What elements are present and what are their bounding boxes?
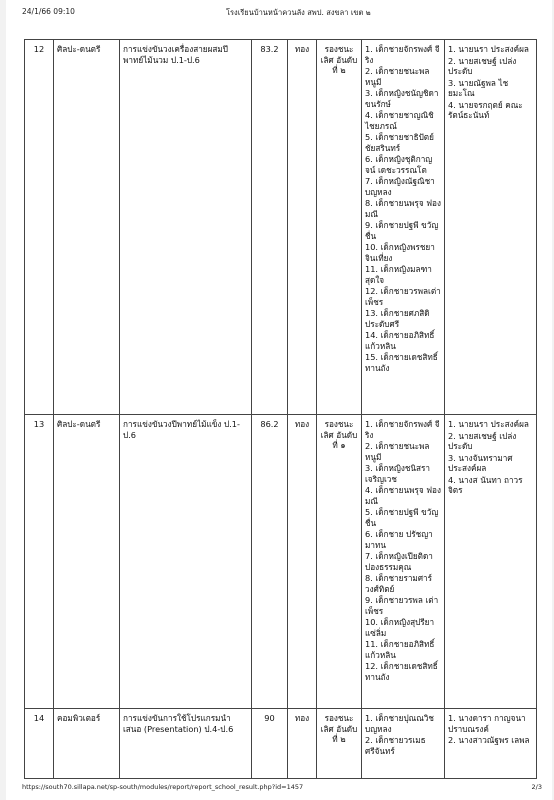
- student-name: 12. เด็กชายเดชสิทธิ์ ทานถัง: [365, 661, 438, 682]
- student-name: 11. เด็กหญิงมลฑาสุดใจ: [365, 264, 432, 285]
- teacher-name: 2. นายสเชษฐ์ เปล่งประดับ: [448, 55, 517, 76]
- student-list: [365, 419, 441, 682]
- student-name: 10. เด็กหญิงสุปรียา แซ่ลิ่ม: [365, 617, 435, 638]
- student-name: 3. เด็กหญิงชนิสรา เจริญเวช: [365, 463, 431, 484]
- student-name: 7. เด็กหญิงณัฐณิชา บญหลง: [365, 176, 435, 197]
- rank: รองชนะเลิศ อันดับที่ ๒: [317, 40, 362, 415]
- table-row: [25, 415, 537, 709]
- row-number: 14: [25, 709, 54, 779]
- page-url[interactable]: https://south70.sillapa.net/sp-south/modules/report/report_school_result.php?id=1457: [22, 783, 304, 791]
- activity-name: การแข่งขันการใช้โปรแกรมนำเสนอ (Presentation) ป.4-ป.6: [120, 709, 252, 779]
- rank: รองชนะเลิศ อันดับที่ ๒: [317, 709, 362, 779]
- student-name: 9. เด็กชายปฐพี ขวัญชื่น: [365, 220, 439, 241]
- student-name: 4. เด็กชายนพรุจ ฟองมณี: [365, 485, 441, 506]
- medal: ทอง: [288, 415, 317, 709]
- teacher-list: [448, 713, 533, 746]
- student-name: 6. เด็กหญิงชุติกาญจน์ เดชะวรรณโต: [365, 154, 433, 175]
- teacher-list: [448, 44, 533, 121]
- medal: ทอง: [288, 40, 317, 415]
- activity-name: การแข่งขันวงปีพาทย์ไม้แข็ง ป.1-ป.6: [120, 415, 252, 709]
- score: 83.2: [252, 40, 288, 415]
- student-name: 2. เด็กชายวรเมธ ศรีจันทร์: [365, 735, 426, 756]
- student-name: 5. เด็กชายปฐพี ขวัญชื่น: [365, 507, 439, 528]
- teacher-name: 3. นายณัฐพล ไชยมะโณ: [448, 77, 509, 98]
- student-name: 10. เด็กหญิงพรชยา จินเที่ยง: [365, 242, 435, 263]
- student-name: 5. เด็กชายชาธิปัตย์ ชัยสรินทร์: [365, 132, 434, 153]
- student-name: 2. เด็กชายชนะพล หนูมี: [365, 441, 430, 462]
- student-name: 11. เด็กชายอภิสิทธิ์ แก้วหลิน: [365, 639, 435, 660]
- score: 86.2: [252, 415, 288, 709]
- page-number: 2/3: [531, 783, 542, 791]
- row-number: 13: [25, 415, 54, 709]
- teachers-cell: [445, 415, 537, 709]
- student-name: 13. เด็กชายศภสิดิ ประดับศรี: [365, 308, 430, 329]
- page-footer: [6, 783, 552, 795]
- activity-name: การแข่งขันวงเครื่องสายผสมปีพาทย์ไม้นวม ป.1-ป.6: [120, 40, 252, 415]
- score: 90: [252, 709, 288, 779]
- student-name: 1. เด็กชายปุณณวิช บญหลง: [365, 713, 434, 734]
- teacher-name: 4. นางส นันทา ถาวรจิตร: [448, 474, 523, 495]
- students-cell: [362, 40, 445, 415]
- subject-group: ศิลปะ-ดนตรี: [54, 415, 120, 709]
- teacher-name: 1. นายนรา ประสงค์ผล: [448, 419, 529, 429]
- students-cell: [362, 709, 445, 779]
- student-name: 1. เด็กชายจักรพงศ์ จีริง: [365, 44, 440, 65]
- print-date: 24/1/66 09:10: [22, 7, 75, 16]
- student-list: [365, 713, 441, 756]
- rank: รองชนะเลิศ อันดับที่ ๑: [317, 415, 362, 709]
- table-row: [25, 709, 537, 779]
- teacher-name: 2. นายสเชษฐ์ เปล่งประดับ: [448, 430, 517, 451]
- teacher-name: 1. นางดารา กาญจนา ปราบณรงค์: [448, 713, 526, 734]
- student-name: 2. เด็กชายชนะพล หนูมี: [365, 66, 430, 87]
- student-name: 7. เด็กหญิงเปียติดา ปองธรรมคุณ: [365, 551, 433, 572]
- subject-group: คอมพิวเตอร์: [54, 709, 120, 779]
- student-name: 15. เด็กชายเดชสิทธิ์ ทานถัง: [365, 352, 438, 373]
- student-name: 3. เด็กหญิงชนัญชิดา ขนรักษ์: [365, 88, 439, 109]
- teacher-name: 1. นายนรา ประสงค์ผล: [448, 44, 529, 54]
- teacher-name: 2. นางสาวณัฐพร เลพล: [448, 735, 530, 745]
- medal: ทอง: [288, 709, 317, 779]
- subject-group: ศิลปะ-ดนตรี: [54, 40, 120, 415]
- teacher-name: 3. นางจันทรามาศ ประสงค์ผล: [448, 452, 513, 473]
- students-cell: [362, 415, 445, 709]
- student-name: 6. เด็กชาย ปรัชญา มาทน: [365, 529, 433, 550]
- teacher-list: [448, 419, 533, 496]
- student-name: 8. เด็กชายนพรุจ ฟองมณี: [365, 198, 441, 219]
- teachers-cell: [445, 40, 537, 415]
- report-page: [6, 0, 552, 800]
- student-name: 1. เด็กชายจักรพงศ์ จีริง: [365, 419, 440, 440]
- table-row: [25, 40, 537, 415]
- teachers-cell: [445, 709, 537, 779]
- row-number: 12: [25, 40, 54, 415]
- teacher-name: 4. นายจรกฤตย์ คณะรัตน์ธะนันท์: [448, 99, 523, 120]
- student-name: 8. เด็กชายรามศาร์ วงศ์ทิตย์: [365, 573, 433, 594]
- student-list: [365, 44, 441, 373]
- student-name: 4. เด็กชายชาญณิชิ ไชยภรณ์: [365, 110, 434, 131]
- student-name: 12. เด็กชายวรพลเต่าเพ็ชร: [365, 286, 441, 307]
- school-title: โรงเรียนบ้านหน้าควนลัง สพป. สงขลา เขต ๒: [226, 8, 371, 17]
- results-table: [24, 39, 537, 779]
- student-name: 9. เด็กชายวรพล เต่าเพ็ชร: [365, 595, 439, 616]
- page-header: [6, 5, 552, 19]
- student-name: 14. เด็กชายอภิสิทธิ์ แก้วหลิน: [365, 330, 435, 351]
